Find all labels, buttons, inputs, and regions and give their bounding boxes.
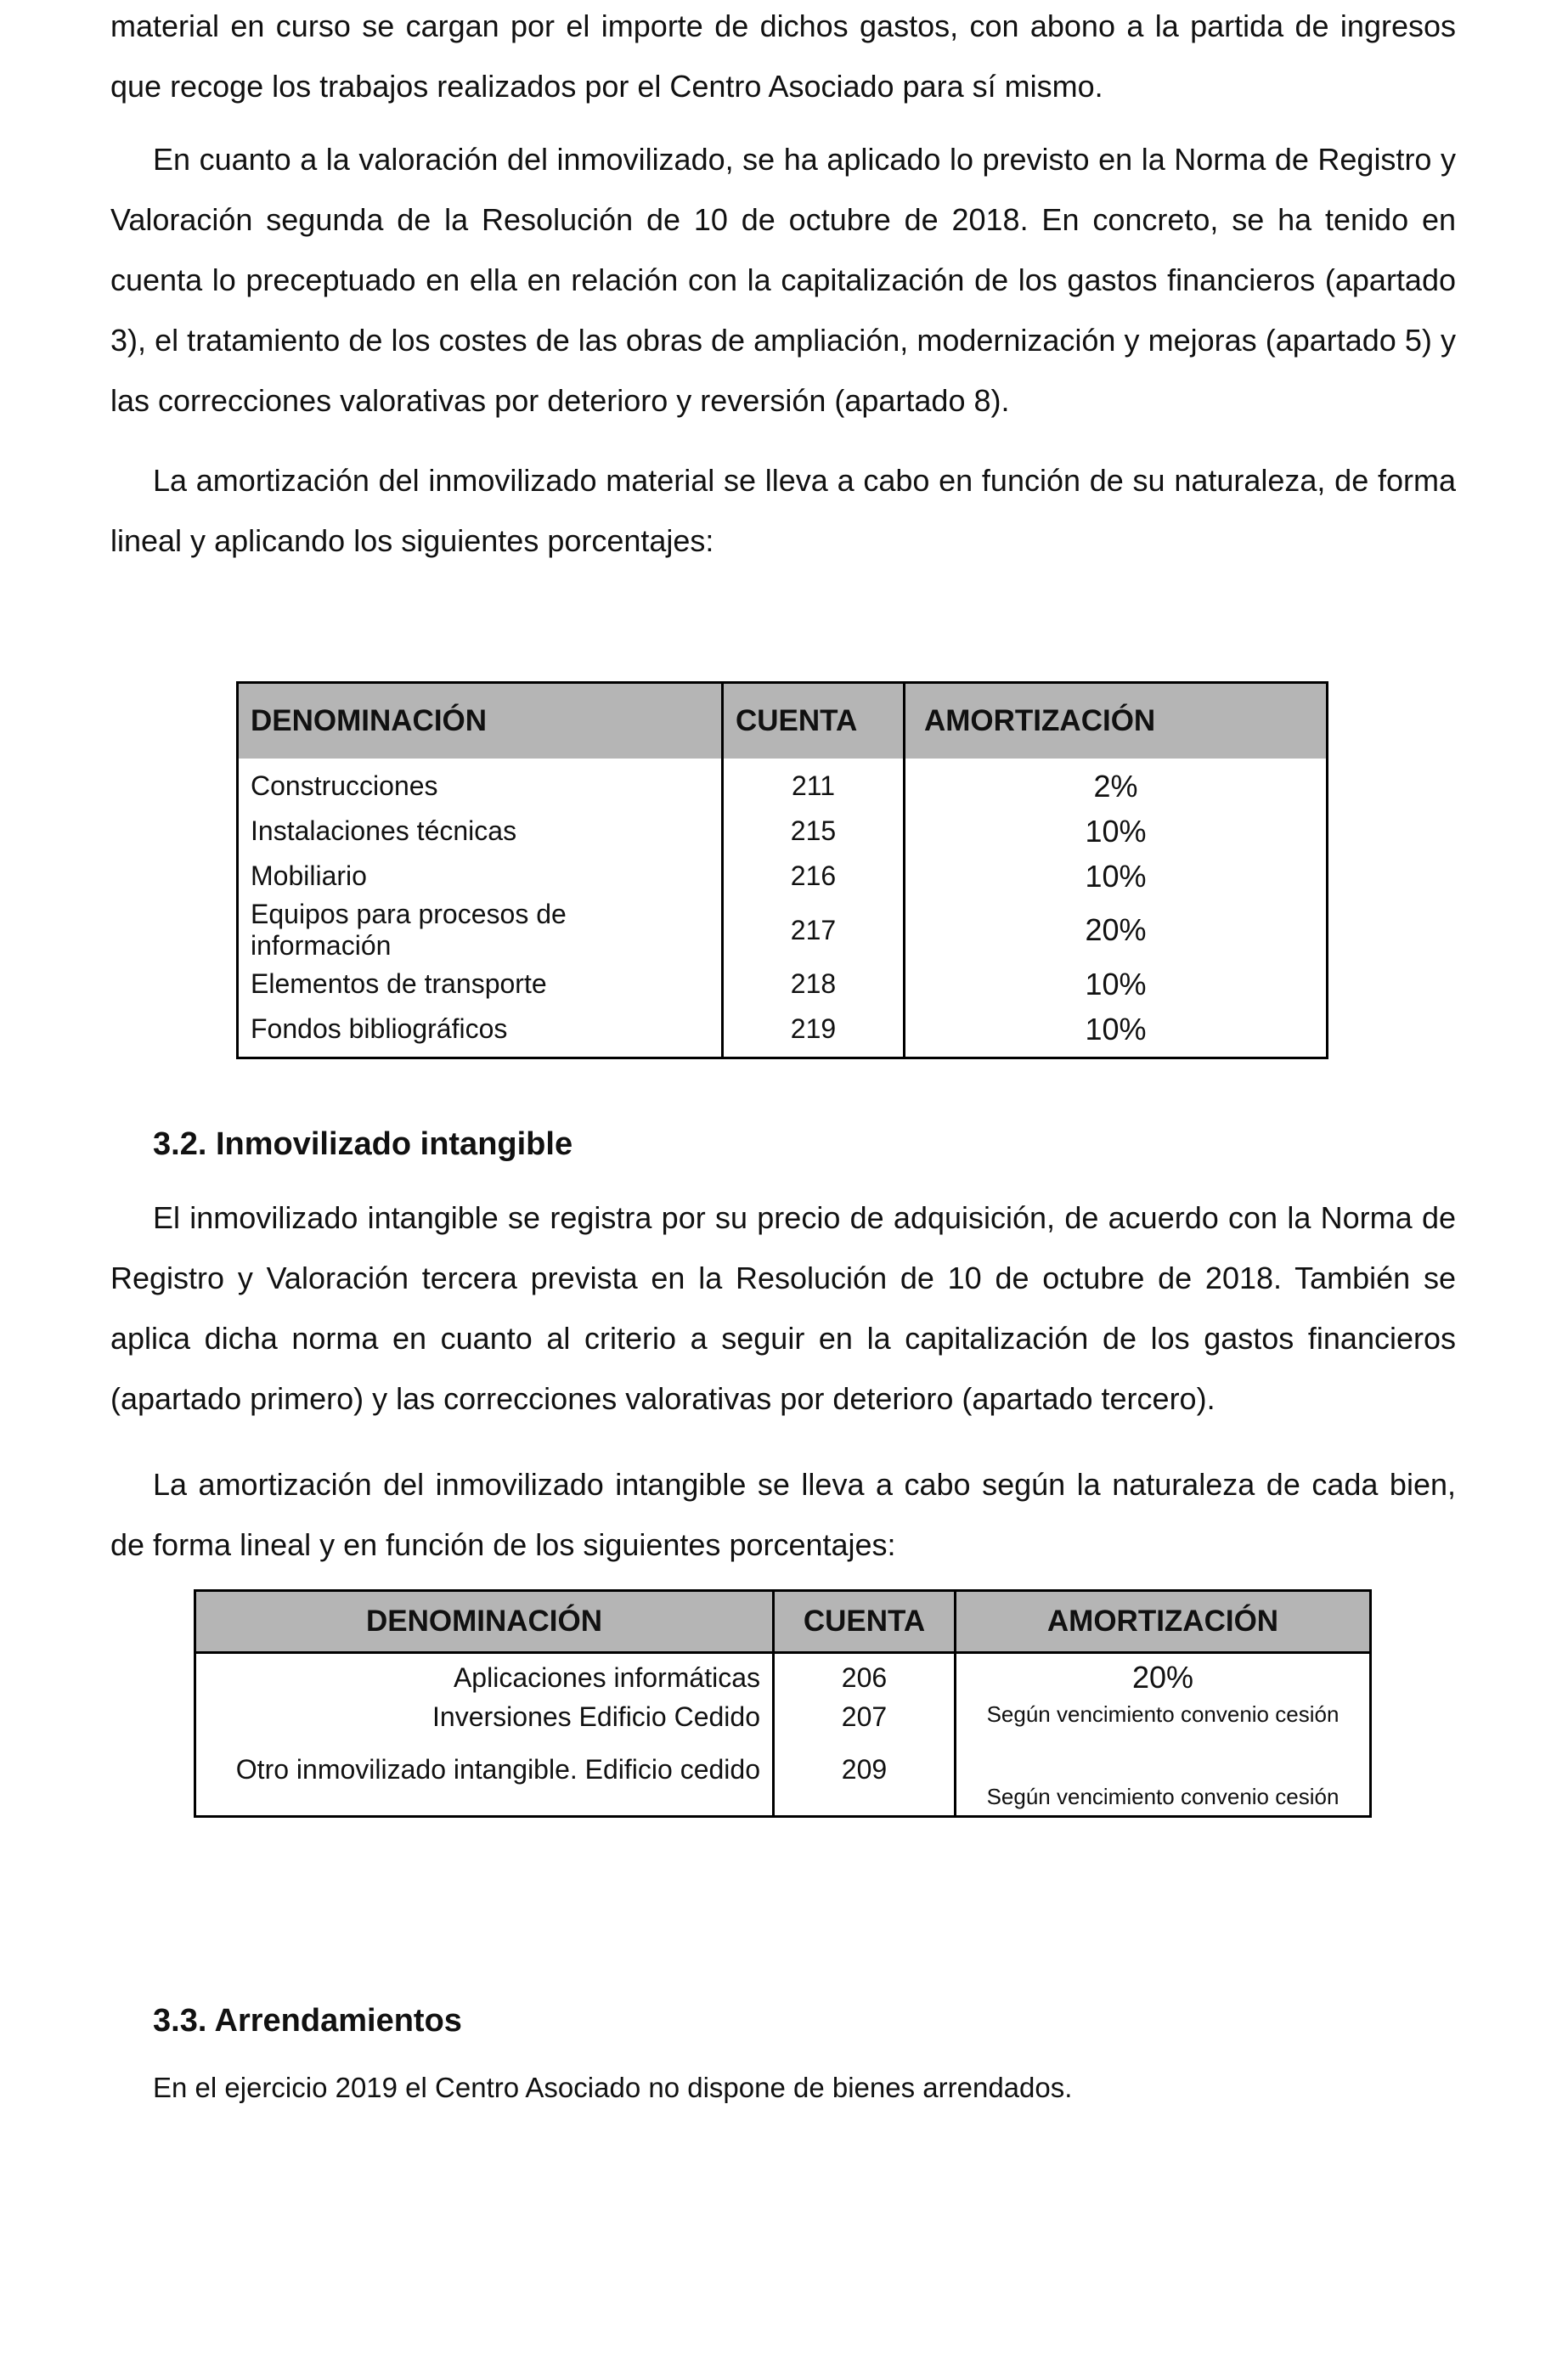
cell-cuenta: 211	[723, 759, 905, 809]
paragraph-arrendamientos: En el ejercicio 2019 el Centro Asociado no dispone de bienes arrendados.	[153, 2072, 1073, 2103]
cell-cuenta: 215	[723, 809, 905, 854]
table-row	[238, 962, 1328, 1007]
table-row	[195, 1744, 1371, 1817]
table-row	[195, 1653, 1371, 1702]
cell-amortizacion: 20%	[1085, 912, 1147, 947]
header-cuenta: CUENTA	[723, 683, 905, 759]
cell-denominacion: Aplicaciones informáticas	[195, 1653, 774, 1702]
header-amortizacion: AMORTIZACIÓN	[905, 683, 1328, 759]
paragraph-amortizacion-intangible: La amortización del inmovilizado intangible se lleva a cabo según la naturaleza de cada bien, de forma lineal y en función de los siguientes porcentajes:	[110, 1467, 1456, 1562]
table-row	[238, 809, 1328, 854]
cell-amortizacion: 10%	[1085, 1011, 1147, 1046]
table-row	[238, 899, 1328, 962]
header-denominacion: DENOMINACIÓN	[195, 1591, 774, 1653]
cell-denominacion: Inversiones Edificio Cedido	[195, 1701, 774, 1744]
cell-amortizacion: 20%	[1131, 1660, 1194, 1695]
header-amortizacion: AMORTIZACIÓN	[956, 1591, 1371, 1653]
paragraph-intro: material en curso se cargan por el importe de dichos gastos, con abono a la partida de ingresos que recoge los trabajos realizados por el Centro Asociado para sí mismo.	[110, 8, 1456, 104]
cell-denominacion: Equipos para procesos de información	[238, 899, 723, 962]
cell-amortizacion: 2%	[1093, 768, 1138, 804]
section-heading-arrendamientos: 3.3. Arrendamientos	[153, 2003, 462, 2039]
paragraph-inmovilizado-intangible: El inmovilizado intangible se registra por su precio de adquisición, de acuerdo con la Norma de Registro y Valoración tercera prevista en la Resolución de 10 de octubre de 2018. También se aplica dicha norma en cuanto al criterio a seguir en la capitalización de los gastos financieros (apartado primero) y las correcciones valorativas por deterioro (apartado tercero).	[110, 1200, 1456, 1416]
table-header-row	[238, 683, 1328, 759]
cell-amortizacion: 10%	[1085, 813, 1147, 849]
cell-denominacion: Construcciones	[238, 759, 723, 809]
cell-cuenta: 207	[774, 1701, 956, 1744]
cell-denominacion: Otro inmovilizado intangible. Edificio cedido	[195, 1744, 774, 1817]
cell-cuenta: 216	[723, 854, 905, 899]
table-amortizacion-intangible	[194, 1589, 1372, 1818]
paragraph-valoracion: En cuanto a la valoración del inmovilizado, se ha aplicado lo previsto en la Norma de Registro y Valoración segunda de la Resolución de 10 de octubre de 2018. En concreto, se ha tenido en cuenta lo preceptuado en ella en relación con la capitalización de los gastos financieros (apartado 3), el tratamiento de los costes de las obras de ampliación, modernización y mejoras (apartado 5) y las correcciones valorativas por deterioro y reversión (apartado 8).	[110, 142, 1456, 418]
cell-cuenta: 219	[723, 1007, 905, 1058]
table-row	[238, 854, 1328, 899]
cell-amortizacion: Según vencimiento convenio cesión	[986, 1784, 1340, 1809]
cell-cuenta: 206	[774, 1653, 956, 1702]
paragraph-amortizacion-material: La amortización del inmovilizado material se lleva a cabo en función de su naturaleza, de forma lineal y aplicando los siguientes porcentajes:	[110, 463, 1456, 558]
table-header-row	[195, 1591, 1371, 1653]
table-row	[238, 759, 1328, 809]
cell-cuenta: 209	[774, 1744, 956, 1817]
cell-amortizacion: Según vencimiento convenio cesión	[986, 1701, 1340, 1727]
cell-denominacion: Fondos bibliográficos	[238, 1007, 723, 1058]
cell-amortizacion: 10%	[1085, 966, 1147, 1001]
cell-denominacion: Elementos de transporte	[238, 962, 723, 1007]
cell-denominacion: Instalaciones técnicas	[238, 809, 723, 854]
cell-cuenta: 218	[723, 962, 905, 1007]
table-row	[238, 1007, 1328, 1058]
header-denominacion: DENOMINACIÓN	[238, 683, 723, 759]
cell-amortizacion: 10%	[1085, 858, 1147, 894]
cell-cuenta: 217	[723, 899, 905, 962]
table-row	[195, 1701, 1371, 1744]
header-cuenta: CUENTA	[774, 1591, 956, 1653]
section-heading-inmovilizado-intangible: 3.2. Inmovilizado intangible	[153, 1126, 573, 1162]
table-amortizacion-material	[236, 681, 1328, 1059]
cell-denominacion: Mobiliario	[238, 854, 723, 899]
